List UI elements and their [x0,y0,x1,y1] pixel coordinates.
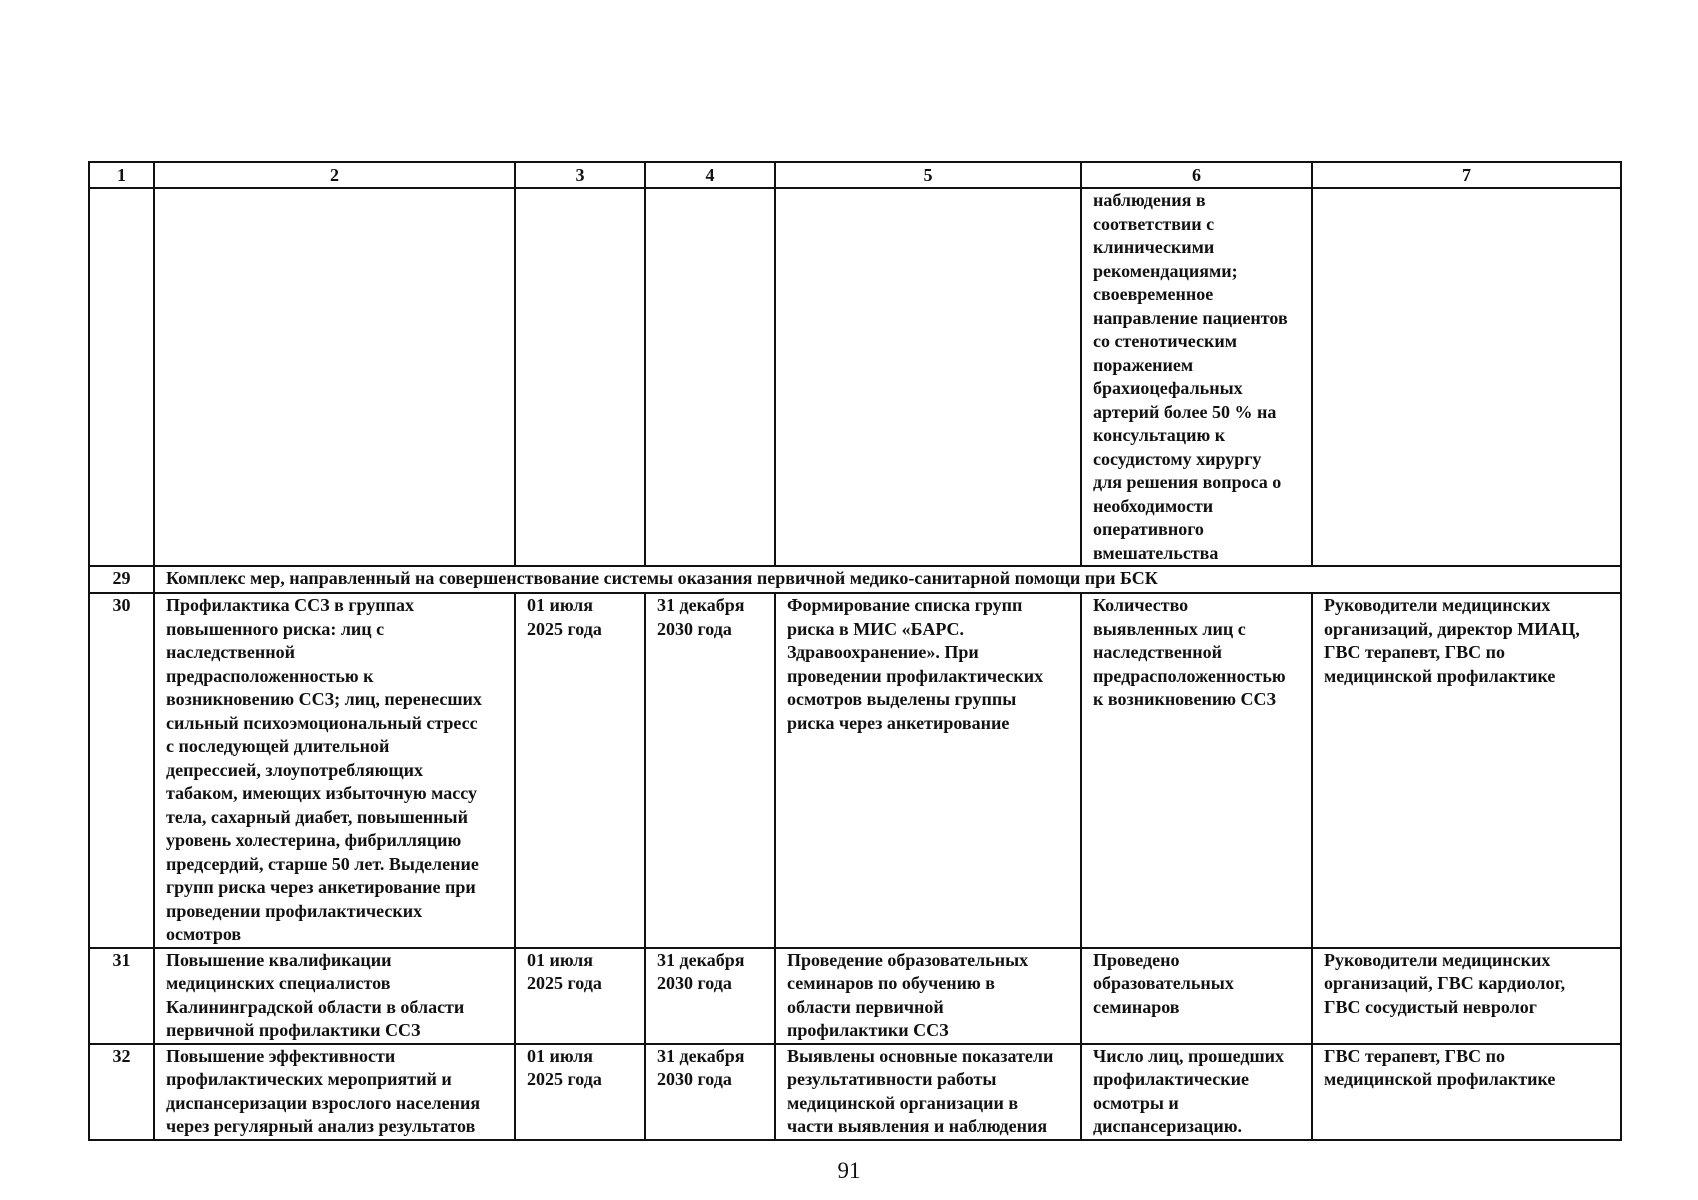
section-row [89,566,1621,593]
cell-empty [775,188,1081,566]
cell-empty [89,188,154,566]
start-date-cell: 01 июля 2025 года [515,593,645,948]
table-row [89,1044,1621,1140]
column-number: 1 [89,162,154,188]
measures-table [88,161,1622,1141]
column-number-row [89,162,1621,188]
column-number: 3 [515,162,645,188]
end-date-cell: 31 декабря 2030 года [645,1044,775,1140]
cell-empty [1312,188,1621,566]
column-number: 6 [1081,162,1312,188]
result-cell: Проведение образовательных семинаров по обучению в области первичной профилактики ССЗ [775,948,1081,1044]
column-number: 2 [154,162,515,188]
page-number: 91 [837,1158,861,1183]
row-number: 32 [89,1044,154,1140]
row-number: 30 [89,593,154,948]
cell-empty [645,188,775,566]
start-date-cell: 01 июля 2025 года [515,1044,645,1140]
result-cell: Формирование списка групп риска в МИС «БАРС. Здравоохранение». При проведении профилактических осмотров выделены группы риска через анкетирование [775,593,1081,948]
indicator-cell: Количество выявленных лиц с наследственной предрасположенностью к возникновению ССЗ [1081,593,1312,948]
column-number: 5 [775,162,1081,188]
continuation-row [89,188,1621,566]
row-number: 31 [89,948,154,1044]
row-number: 29 [89,566,154,593]
column-number: 4 [645,162,775,188]
end-date-cell: 31 декабря 2030 года [645,593,775,948]
measure-cell: Повышение эффективности профилактических мероприятий и диспансеризации взрослого населения через регулярный анализ результатов [154,1044,515,1140]
result-cell: Выявлены основные показатели результативности работы медицинской организации в части выявления и наблюдения [775,1044,1081,1140]
section-title: Комплекс мер, направленный на совершенствование системы оказания первичной медико-санитарной помощи при БСК [154,566,1621,593]
table-row [89,593,1621,948]
measure-cell: Повышение квалификации медицинских специалистов Калининградской области в области первичной профилактики ССЗ [154,948,515,1044]
indicator-cell: наблюдения в соответствии с клиническими рекомендациями; своевременное направление пациентов со стенотическим поражением брахиоцефальных артерий более 50 % на консультацию к сосудистому хирургу для решения вопроса о необходимости оперативного вмешательства [1081,188,1312,566]
indicator-cell: Проведено образовательных семинаров [1081,948,1312,1044]
cell-empty [154,188,515,566]
measure-cell: Профилактика ССЗ в группах повышенного риска: лиц с наследственной предрасположенностью к возникновению ССЗ; лиц, перенесших сильный психоэмоциональный стресс с последующей длительной депрессией, злоупотребляющих табаком, имеющих избыточную массу тела, сахарный диабет, повышенный уровень холестерина, фибрилляцию предсердий, старше 50 лет. Выделение групп риска через анкетирование при проведении профилактических осмотров [154,593,515,948]
responsible-cell: Руководители медицинских организаций, директор МИАЦ, ГВС терапевт, ГВС по медицинской профилактике [1312,593,1621,948]
end-date-cell: 31 декабря 2030 года [645,948,775,1044]
responsible-cell: Руководители медицинских организаций, ГВС кардиолог, ГВС сосудистый невролог [1312,948,1621,1044]
cell-empty [515,188,645,566]
responsible-cell: ГВС терапевт, ГВС по медицинской профилактике [1312,1044,1621,1140]
indicator-cell: Число лиц, прошедших профилактические осмотры и диспансеризацию. [1081,1044,1312,1140]
column-number: 7 [1312,162,1621,188]
start-date-cell: 01 июля 2025 года [515,948,645,1044]
table-row [89,948,1621,1044]
